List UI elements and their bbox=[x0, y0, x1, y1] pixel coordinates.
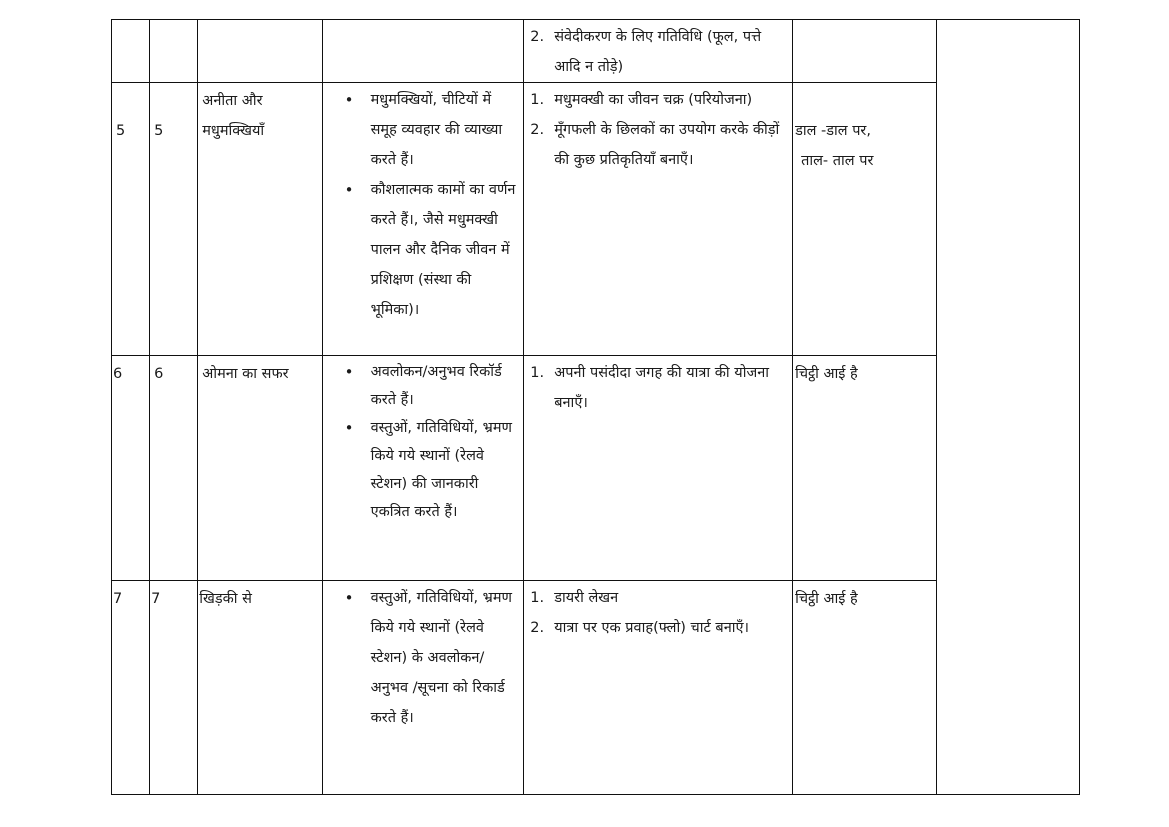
book-cell bbox=[793, 356, 936, 581]
chapter-title-cell bbox=[198, 20, 322, 83]
activities-cell bbox=[524, 581, 793, 795]
serial-cell: 5 bbox=[112, 83, 150, 356]
curriculum-table bbox=[111, 19, 1080, 795]
list-item: 2. संवेदीकरण के लिए गतिविधि (फूल, पत्ते आदि न तोड़े) bbox=[530, 29, 762, 75]
outcomes-list bbox=[323, 356, 524, 526]
chapter-title-cell: अनीता और मधुमक्खियाँ bbox=[198, 83, 322, 356]
book-title: चिट्ठी आई है bbox=[795, 591, 858, 607]
list-item: • मधुमक्खियों, चीटियों में समूह व्यवहार की व्याख्या करते हैं। bbox=[323, 85, 518, 175]
learning-outcomes-cell bbox=[322, 20, 524, 83]
book-cell bbox=[793, 20, 936, 83]
list-item: • कौशलात्मक कामों का वर्णन करते हैं।, जैसे मधुमक्खी पालन और दैनिक जीवन में प्रशिक्षण (संस्था की भूमिका)। bbox=[323, 175, 518, 325]
chapter-number-cell: 5 bbox=[150, 83, 198, 356]
outcomes-list bbox=[323, 83, 524, 325]
activities-cell bbox=[524, 83, 793, 356]
serial-cell: 7 bbox=[112, 581, 150, 795]
extra-cell bbox=[936, 20, 1080, 795]
chapter-title-cell: ओमना का सफर bbox=[198, 356, 322, 581]
learning-outcomes-cell bbox=[322, 356, 524, 581]
outcomes-list bbox=[323, 581, 524, 733]
chapter-title-cell: खिड़की से bbox=[198, 581, 322, 795]
list-item: • अवलोकन/अनुभव रिकॉर्ड करते हैं। bbox=[323, 358, 518, 414]
activities-cell bbox=[524, 356, 793, 581]
serial-cell bbox=[112, 20, 150, 83]
chapter-number-cell: 7 bbox=[150, 581, 198, 795]
chapter-number-cell bbox=[150, 20, 198, 83]
book-title: डाल -डाल पर, bbox=[795, 123, 871, 139]
serial-cell: 6 bbox=[112, 356, 150, 581]
book-cell bbox=[793, 581, 936, 795]
activities-list bbox=[524, 581, 792, 643]
list-item: • वस्तुओं, गतिविधियों, भ्रमण किये गये स्थानों (रेलवे स्टेशन) के अवलोकन/अनुभव /सूचना को रिकार्ड करते हैं। bbox=[323, 583, 518, 733]
table-row bbox=[112, 581, 1080, 795]
activities-cell bbox=[524, 20, 793, 83]
activities-list bbox=[524, 20, 792, 82]
table-row bbox=[112, 356, 1080, 581]
table-row bbox=[112, 83, 1080, 356]
learning-outcomes-cell bbox=[322, 581, 524, 795]
list-item: • वस्तुओं, गतिविधियों, भ्रमण किये गये स्थानों (रेलवे स्टेशन) की जानकारी एकत्रित करते हैं। bbox=[323, 414, 518, 526]
book-title: ताल- ताल पर bbox=[801, 153, 874, 169]
activities-list bbox=[524, 356, 792, 418]
learning-outcomes-cell bbox=[322, 83, 524, 356]
list-item: 1. मधुमक्खी का जीवन चक्र (परियोजना) bbox=[530, 92, 753, 108]
list-item: 1. अपनी पसंदीदा जगह की यात्रा की योजना बनाएँ। bbox=[530, 365, 770, 411]
list-item: 1. डायरी लेखन bbox=[530, 590, 619, 606]
book-cell bbox=[793, 83, 936, 356]
book-title: चिट्ठी आई है bbox=[795, 366, 858, 382]
list-item: 2. मूँगफली के छिलकों का उपयोग करके कीड़ों की कुछ प्रतिकृतियाँ बनाएँ। bbox=[530, 122, 780, 168]
list-item: 2. यात्रा पर एक प्रवाह(फ्लो) चार्ट बनाएँ। bbox=[530, 620, 750, 636]
table-row bbox=[112, 20, 1080, 83]
activities-list bbox=[524, 83, 792, 175]
chapter-number-cell: 6 bbox=[150, 356, 198, 581]
